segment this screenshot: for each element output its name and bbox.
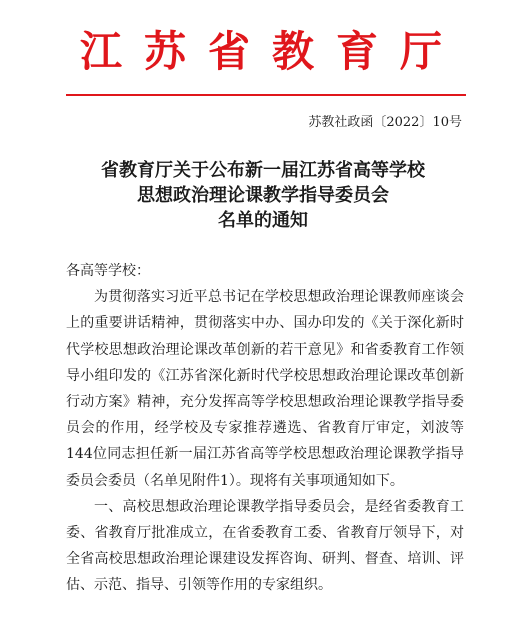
body-paragraph-1: 为贯彻落实习近平总书记在学校思想政治理论课教师座谈会上的重要讲话精神，贯彻落实中办、国办印发的《关于深化新时代学校思想政治理论课改革创新的若干意见》和省委教育工作领导小组印发的《江苏省深化新时代学校思想政治理论课改革创新行动方案》精神，充分发挥高等学校思想政治理论课教学指导委员会的作用，经学校及专家推荐遴选、省教育厅审定，刘波等144位同志担任新一届江苏省高等学校思想政治理论课教学指导委员会委员（名单见附件1）。现将有关事项通知如下。	[66, 289, 464, 489]
salutation: 各高等学校：	[66, 263, 150, 279]
notice-title-line-3: 名单的通知	[218, 210, 308, 231]
body-paragraph-2: 一、高校思想政治理论课教学指导委员会，是经省委教育工委、省教育厅批准成立，在省委教育工委、省教育厅领导下，对全省高校思想政治理论课建设发挥咨询、研判、督查、培训、评估、示范、指导、引领等作用的专家组织。	[66, 498, 464, 594]
red-divider-line	[66, 94, 466, 96]
notice-body	[66, 258, 464, 599]
masthead-title: 江苏省教育厅	[79, 27, 464, 76]
notice-title	[0, 158, 526, 233]
document-number: 苏教社政函〔2022〕10号	[308, 115, 462, 130]
notice-title-line-2: 思想政治理论课教学指导委员会	[137, 185, 389, 206]
notice-title-line-1: 省教育厅关于公布新一届江苏省高等学校	[101, 160, 425, 181]
